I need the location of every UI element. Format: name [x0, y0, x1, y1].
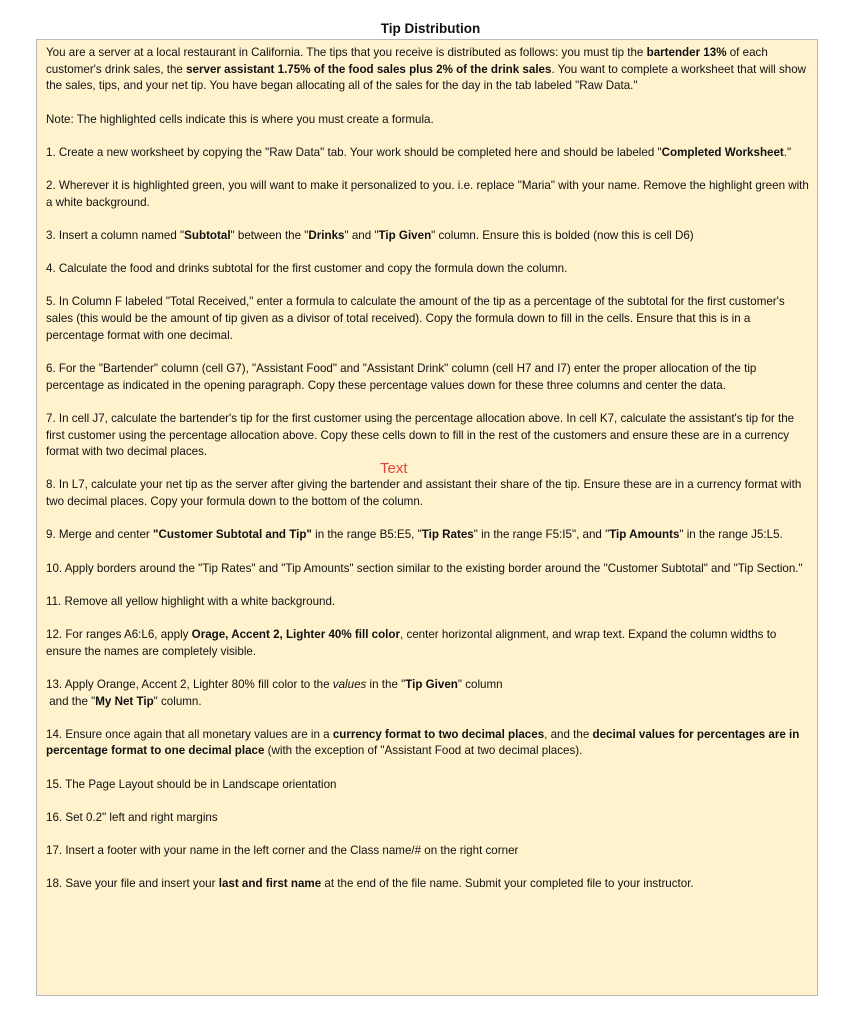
text-run: 4. Calculate the food and drinks subtotal for the first customer and copy the formula down the column. [46, 262, 568, 276]
text-run: 11. Remove all yellow highlight with a white background. [46, 594, 336, 608]
text-run: 18. Save your file and insert your [46, 877, 219, 891]
text-run: My Net Tip [95, 694, 154, 708]
text-run: Completed Worksheet [661, 145, 784, 159]
overlay-text-label: Text [380, 460, 408, 477]
step-12 [46, 627, 809, 660]
step-5 [46, 294, 809, 344]
step-10 [46, 561, 809, 578]
step-1 [46, 145, 809, 162]
step-13 [46, 677, 809, 710]
text-run: 2. Wherever it is highlighted green, you will want to make it personalized to you. i.e. replace "Maria" with your name. Remove the highlight green with a white background. [46, 179, 813, 209]
text-run: Tip Rates [421, 528, 474, 542]
text-run: You are a server at a local restaurant in California. The tips that you receive is distributed as follows: you must tip the [46, 46, 647, 59]
text-run: decimal values for percentages are in percentage format to one decimal place [46, 727, 803, 758]
step-2 [46, 178, 813, 211]
text-run: in the range B5:E5, " [311, 528, 422, 542]
intro-paragraph [46, 45, 809, 95]
text-run: (with the exception of "Assistant Food at two decimal places). [264, 744, 583, 758]
text-run: 10. Apply borders around the "Tip Rates" and "Tip Amounts" section similar to the existing border around the "Customer Subtotal" and "Tip Section." [46, 561, 803, 575]
text-run: last and first name [218, 877, 322, 891]
step-3 [46, 228, 809, 245]
text-run: 17. Insert a footer with your name in the left corner and the Class name/# on the right corner [46, 844, 519, 858]
text-run: server assistant 1.75% of the food sales plus 2% of the drink sales [186, 62, 552, 76]
text-run: 7. In cell J7, calculate the bartender's tip for the first customer using the percentage allocation above. In cell K7, calculate the assistant's tip for the first customer using the percentage allocation above. Copy these cells down to fill in the rest of the customers and ensure these are in a currency format with two decimal places. [46, 411, 798, 459]
step-7 [46, 411, 809, 461]
step-8 [46, 477, 809, 510]
text-run: 5. In Column F labeled "Total Received," enter a formula to calculate the amount of the tip as a percentage of the subtotal for the first customer's sales (this would be the amount of tip given as a divisor of total received). Copy the formula down to fill in the cells. Ensure that this is in a percentage format with one decimal. [46, 295, 788, 342]
text-run: " column. Ensure this is bolded (now this is cell D6) [431, 228, 694, 242]
page-title: Tip Distribution [380, 21, 481, 36]
text-run: " in the range F5:I5", and " [473, 528, 610, 542]
text-run: 9. Merge and center [46, 528, 153, 542]
text-run: 3. Insert a column named " [46, 228, 185, 242]
step-6 [46, 361, 809, 394]
text-run: of each customer's drink sales, the [46, 46, 772, 76]
text-run: , center horizontal alignment, and wrap text. Expand the column widths to ensure the names are completely visible. [46, 627, 780, 658]
text-run: in the " [366, 677, 406, 691]
text-run: at the end of the file name. Submit your completed file to your instructor. [321, 877, 694, 891]
text-run: Note: The highlighted cells indicate this is where you must create a formula. [46, 112, 434, 126]
text-run: 12. For ranges A6:L6, apply [46, 627, 192, 641]
text-run: 6. For the "Bartender" column (cell G7), "Assistant Food" and "Assistant Drink" column (cell H7 and I7) enter the proper allocation of the tip percentage as indicated in the opening paragraph. Copy these percentage values down for these three columns and center the data. [46, 361, 760, 392]
step-11 [46, 594, 809, 611]
step-15 [46, 777, 809, 794]
text-run: 15. The Page Layout should be in Landscape orientation [46, 777, 337, 791]
text-run: Tip Given [378, 228, 432, 242]
step-14 [46, 727, 809, 760]
text-run: . You want to complete a worksheet that will show the sales, tips, and your net tip. You have began allocating all of the sales for the day in the tab labeled "Raw Data." [46, 62, 810, 93]
text-run: bartender 13% [646, 46, 727, 59]
instructions-box [36, 39, 818, 996]
text-run: Tip Amounts [609, 528, 680, 542]
text-run: " in the range J5:L5. [679, 528, 783, 542]
text-run: 14. Ensure once again that all monetary values are in a [46, 727, 333, 741]
text-run: Orage, Accent 2, Lighter 40% fill color [191, 627, 400, 641]
text-run: " between the " [230, 228, 309, 242]
text-run: Tip Given [405, 677, 458, 691]
step-16 [46, 810, 809, 827]
note-paragraph [46, 112, 809, 129]
step-17 [46, 843, 809, 860]
text-run: , and the [544, 727, 593, 741]
text-run: "Customer Subtotal and Tip" [152, 528, 312, 542]
text-run: Drinks [308, 228, 345, 242]
text-run: 13. Apply Orange, Accent 2, Lighter 80% fill color to the [46, 677, 333, 691]
text-run: 1. Create a new worksheet by copying the "Raw Data" tab. Your work should be completed here and should be labeled " [46, 145, 662, 159]
text-run: " column. [153, 694, 202, 708]
text-run: " column and the " [49, 677, 503, 708]
step-4 [46, 261, 809, 278]
text-run: values [332, 677, 367, 691]
text-run: ." [783, 145, 792, 159]
text-run: Subtotal [184, 228, 231, 242]
text-run: currency format to two decimal places [332, 727, 545, 741]
text-run: 8. In L7, calculate your net tip as the server after giving the bartender and assistant their share of the tip. Ensure these are in a currency format with two decimal places. Copy your formula down to the bottom of the column. [46, 478, 805, 509]
step-18 [46, 876, 809, 893]
text-run: 16. Set 0.2" left and right margins [46, 810, 218, 824]
step-9 [46, 527, 809, 544]
text-run: " and " [344, 228, 379, 242]
